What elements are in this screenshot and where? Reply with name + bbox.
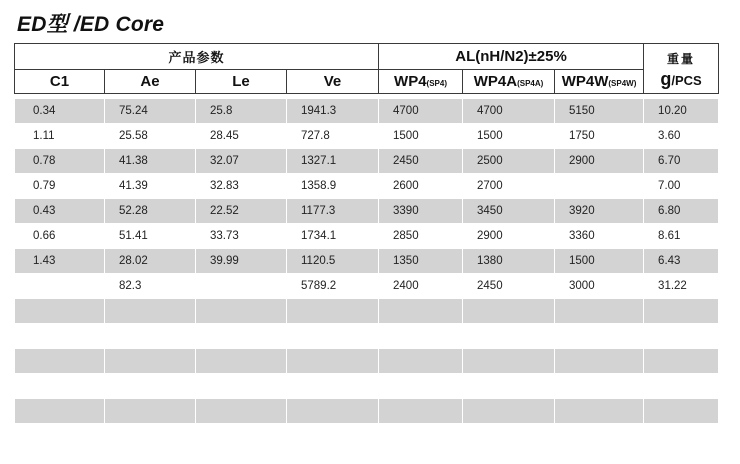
cell-le: 22.52 [196,198,287,223]
cell-wp4w: 5150 [555,98,644,123]
header-ve: Ve [287,69,379,93]
cell-c1: 0.78 [15,148,105,173]
cell-c1: 0.66 [15,223,105,248]
cell-c1: 0.34 [15,98,105,123]
cell-weight: 6.43 [644,248,719,273]
cell-ve [287,398,379,423]
cell-le [196,348,287,373]
cell-wp4w: 3360 [555,223,644,248]
cell-ae: 41.38 [105,148,196,173]
cell-wp4: 2400 [379,273,463,298]
cell-le: 32.07 [196,148,287,173]
cell-wp4w: 1750 [555,123,644,148]
cell-le: 33.73 [196,223,287,248]
cell-c1 [15,373,105,398]
cell-wp4w: 2900 [555,148,644,173]
cell-weight [644,298,719,323]
cell-le: 32.83 [196,173,287,198]
cell-ae [105,348,196,373]
table-body [15,93,719,423]
table-row [15,198,719,223]
cell-wp4: 2600 [379,173,463,198]
cell-le [196,398,287,423]
cell-c1: 1.43 [15,248,105,273]
header-c1: C1 [15,69,105,93]
header-weight-unit-g: g [660,69,672,89]
header-group-params: 产品参数 [15,44,379,70]
cell-c1: 0.43 [15,198,105,223]
table-row [15,223,719,248]
cell-wp4a: 2700 [463,173,555,198]
header-wp4 [379,69,463,93]
header-wp4w-sub: (SP4W) [608,78,637,88]
table-row [15,373,719,398]
cell-c1 [15,398,105,423]
table-row [15,248,719,273]
cell-ve [287,298,379,323]
cell-wp4w [555,348,644,373]
cell-le: 39.99 [196,248,287,273]
header-weight-label: 重量 [644,44,719,70]
cell-wp4: 1500 [379,123,463,148]
cell-wp4: 2450 [379,148,463,173]
cell-c1: 1.11 [15,123,105,148]
table-row [15,98,719,123]
cell-weight: 6.80 [644,198,719,223]
cell-wp4w: 1500 [555,248,644,273]
cell-ae [105,373,196,398]
cell-weight [644,373,719,398]
cell-ve: 727.8 [287,123,379,148]
cell-wp4 [379,348,463,373]
cell-wp4: 4700 [379,98,463,123]
cell-ae: 41.39 [105,173,196,198]
cell-ae: 28.02 [105,248,196,273]
cell-wp4a: 2500 [463,148,555,173]
cell-ae [105,398,196,423]
cell-c1 [15,273,105,298]
cell-wp4a [463,398,555,423]
cell-wp4a: 2450 [463,273,555,298]
cell-weight: 10.20 [644,98,719,123]
cell-ve [287,348,379,373]
cell-weight: 6.70 [644,148,719,173]
cell-ve: 5789.2 [287,273,379,298]
cell-weight: 3.60 [644,123,719,148]
header-le: Le [196,69,287,93]
cell-wp4a: 3450 [463,198,555,223]
cell-c1 [15,323,105,348]
cell-ae: 52.28 [105,198,196,223]
cell-ae: 75.24 [105,98,196,123]
cell-ve: 1941.3 [287,98,379,123]
cell-ve: 1734.1 [287,223,379,248]
cell-wp4a [463,373,555,398]
cell-wp4 [379,298,463,323]
cell-wp4a: 1500 [463,123,555,148]
cell-ae [105,298,196,323]
header-weight-unit-pcs: /PCS [671,73,702,88]
cell-ae [105,323,196,348]
table-row [15,398,719,423]
cell-le [196,298,287,323]
cell-le: 28.45 [196,123,287,148]
cell-ae: 25.58 [105,123,196,148]
header-wp4w-label: WP4W [561,72,609,90]
cell-wp4a [463,348,555,373]
table-row [15,298,719,323]
cell-ve: 1177.3 [287,198,379,223]
cell-wp4w: 3920 [555,198,644,223]
cell-weight [644,398,719,423]
cell-wp4 [379,373,463,398]
cell-ve [287,373,379,398]
cell-c1 [15,348,105,373]
cell-wp4: 3390 [379,198,463,223]
cell-ve: 1120.5 [287,248,379,273]
cell-le [196,373,287,398]
header-wp4w [555,69,644,93]
table-row [15,348,719,373]
cell-wp4 [379,398,463,423]
header-column-row [15,69,719,93]
cell-weight: 8.61 [644,223,719,248]
table-header [15,44,719,94]
cell-weight [644,348,719,373]
cell-le [196,273,287,298]
cell-wp4a: 1380 [463,248,555,273]
cell-ve: 1358.9 [287,173,379,198]
page-title: ED型 /ED Core [17,13,165,36]
cell-wp4w [555,323,644,348]
header-wp4a-sub: (SP4A) [517,78,544,88]
cell-ae: 51.41 [105,223,196,248]
cell-wp4 [379,323,463,348]
header-wp4-sub: (SP4) [426,78,447,88]
cell-wp4w [555,298,644,323]
cell-ae: 82.3 [105,273,196,298]
cell-wp4a: 4700 [463,98,555,123]
ed-core-spec-table [14,43,719,424]
cell-weight: 7.00 [644,173,719,198]
header-ae: Ae [105,69,196,93]
cell-wp4: 2850 [379,223,463,248]
cell-wp4w [555,373,644,398]
table-row [15,123,719,148]
table-row [15,173,719,198]
cell-wp4a [463,298,555,323]
cell-c1: 0.79 [15,173,105,198]
cell-le [196,323,287,348]
cell-weight: 31.22 [644,273,719,298]
table-row [15,273,719,298]
cell-wp4: 1350 [379,248,463,273]
cell-wp4w: 3000 [555,273,644,298]
cell-wp4w [555,398,644,423]
cell-wp4a [463,323,555,348]
cell-wp4a: 2900 [463,223,555,248]
cell-ve [287,323,379,348]
header-group-row [15,44,719,70]
cell-le: 25.8 [196,98,287,123]
header-wp4-label: WP4 [394,72,427,90]
cell-weight [644,323,719,348]
header-group-al: AL(nH/N2)±25% [379,44,644,70]
table-row [15,323,719,348]
table-row [15,148,719,173]
header-wp4a-label: WP4A [473,72,518,90]
header-weight-unit [644,69,719,93]
cell-ve: 1327.1 [287,148,379,173]
cell-wp4w [555,173,644,198]
header-wp4a [463,69,555,93]
cell-c1 [15,298,105,323]
